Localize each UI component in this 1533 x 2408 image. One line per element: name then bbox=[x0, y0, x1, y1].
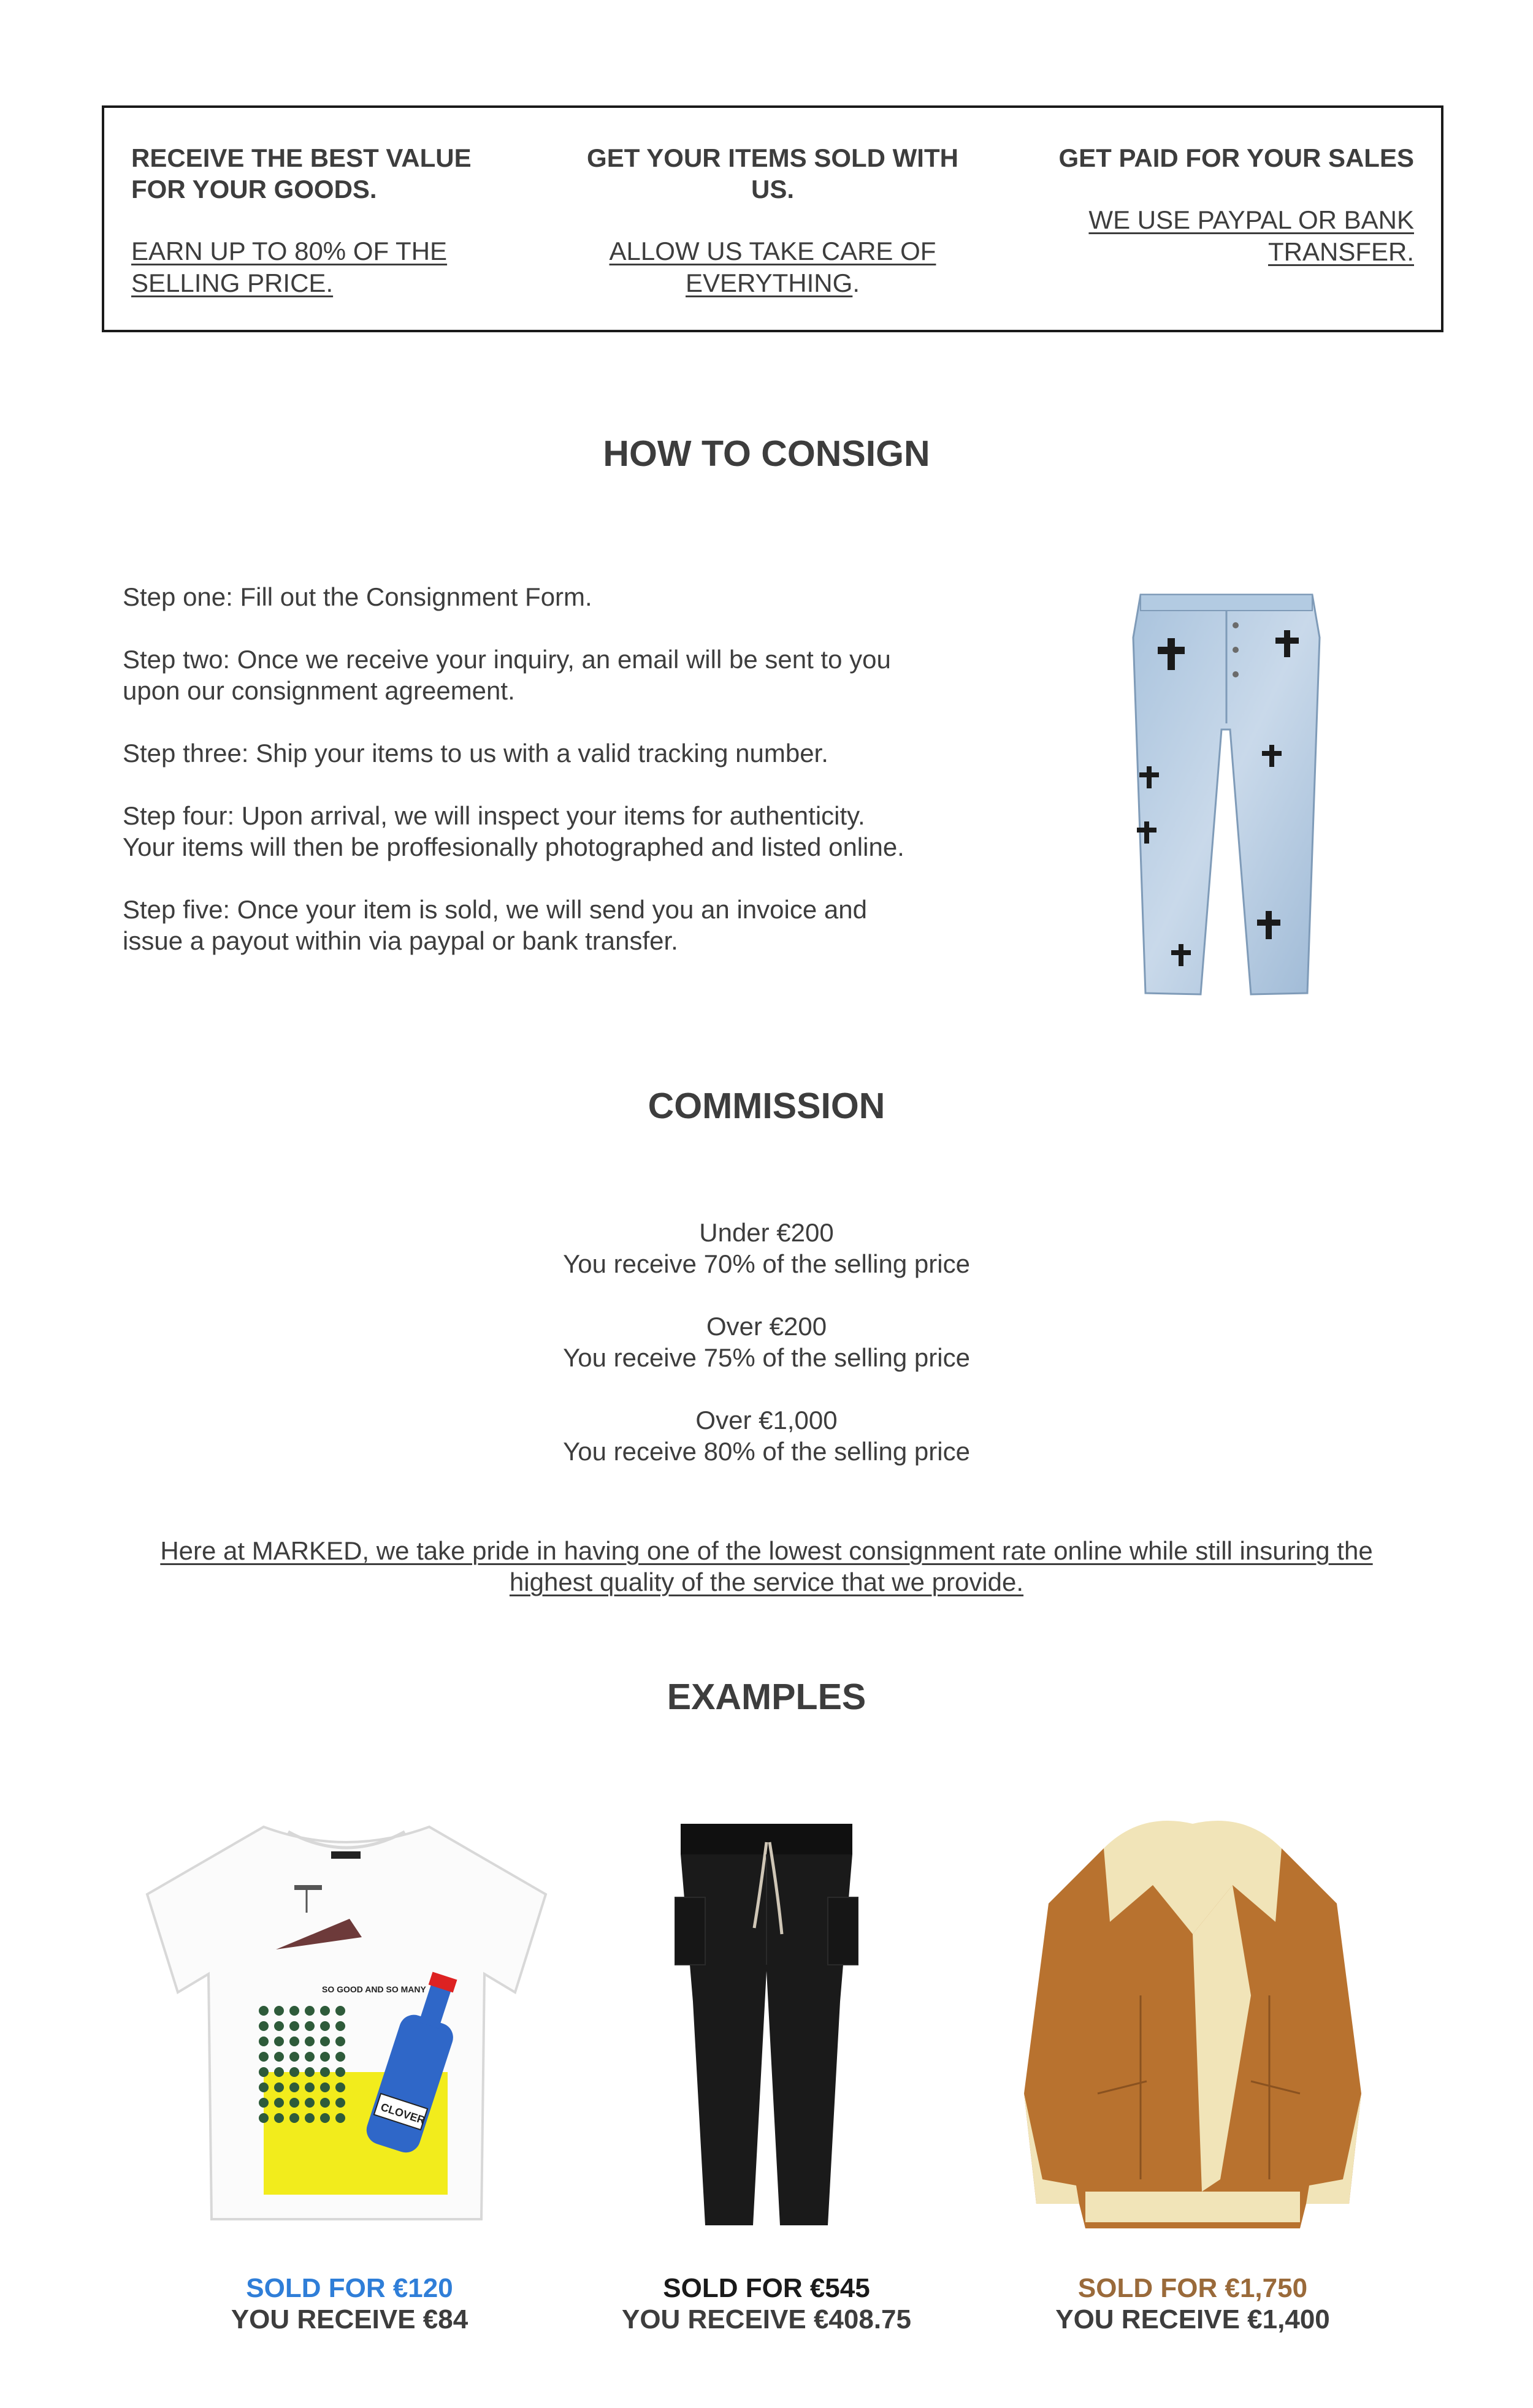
tier-rate: You receive 75% of the selling price bbox=[563, 1343, 970, 1372]
link-suffix: . bbox=[852, 269, 860, 297]
consign-steps bbox=[123, 581, 920, 988]
take-care-link[interactable]: ALLOW US TAKE CARE OF EVERYTHING bbox=[609, 237, 936, 297]
tshirt-print-text: SO GOOD AND SO MANY bbox=[322, 1984, 426, 1994]
pride-statement bbox=[123, 1535, 1410, 1598]
feature-title: GET PAID FOR YOUR SALES bbox=[1058, 143, 1414, 172]
earn-up-to-link[interactable]: EARN UP TO 80% OF THE SELLING PRICE. bbox=[131, 237, 448, 297]
tshirt-image bbox=[123, 1815, 570, 2231]
pride-link[interactable]: Here at MARKED, we take pride in having one of the lowest consignment rate online while still insuring the highest quality of the service that we provide. bbox=[160, 1536, 1373, 1596]
feature-title: GET YOUR ITEMS SOLD WITH US. bbox=[587, 143, 958, 204]
receive-amount: YOU RECEIVE €408.75 bbox=[621, 2304, 911, 2334]
tier-over-1000 bbox=[0, 1404, 1533, 1467]
cargo-pants-image bbox=[675, 1818, 858, 2235]
shearling-jacket-image bbox=[1018, 1812, 1367, 2241]
tier-rate: You receive 70% of the selling price bbox=[563, 1249, 970, 1278]
step-five: Step five: Once your item is sold, we will send you an invoice and issue a payout within via paypal or bank transfer. bbox=[123, 895, 867, 955]
step-one: Step one: Fill out the Consignment Form. bbox=[123, 582, 592, 611]
features-box bbox=[102, 105, 1443, 332]
commission-tiers bbox=[0, 1217, 1533, 1498]
feature-best-value bbox=[131, 142, 511, 299]
feature-get-paid bbox=[1034, 142, 1414, 268]
tier-threshold: Under €200 bbox=[699, 1218, 834, 1247]
sold-price: SOLD FOR €1,750 bbox=[1077, 2273, 1308, 2303]
tier-rate: You receive 80% of the selling price bbox=[563, 1437, 970, 1466]
sold-price: SOLD FOR €545 bbox=[663, 2273, 870, 2303]
example-tshirt-label bbox=[117, 2273, 583, 2335]
receive-amount: YOU RECEIVE €84 bbox=[231, 2304, 468, 2334]
receive-amount: YOU RECEIVE €1,400 bbox=[1055, 2304, 1330, 2334]
jeans-image bbox=[1128, 589, 1325, 999]
step-two: Step two: Once we receive your inquiry, an email will be sent to you upon our consignment agreement. bbox=[123, 645, 891, 705]
examples-title: EXAMPLES bbox=[667, 1677, 866, 1717]
tier-under-200 bbox=[0, 1217, 1533, 1279]
tier-threshold: Over €200 bbox=[706, 1312, 827, 1341]
payment-methods-link[interactable]: WE USE PAYPAL OR BANK TRANSFER. bbox=[1088, 205, 1414, 266]
bottle-label-text: CLOVER bbox=[379, 2100, 427, 2127]
tier-threshold: Over €1,000 bbox=[695, 1406, 838, 1435]
example-pants-label bbox=[533, 2273, 1000, 2335]
sold-price: SOLD FOR €120 bbox=[246, 2273, 453, 2303]
step-three: Step three: Ship your items to us with a valid tracking number. bbox=[123, 739, 828, 768]
tier-over-200 bbox=[0, 1311, 1533, 1373]
how-to-consign-title: HOW TO CONSIGN bbox=[603, 433, 930, 474]
feature-title: RECEIVE THE BEST VALUE FOR YOUR GOODS. bbox=[131, 143, 472, 204]
commission-title: COMMISSION bbox=[648, 1086, 885, 1126]
step-four: Step four: Upon arrival, we will inspect your items for authenticity. Your items will then be proffesionally photographed and listed online. bbox=[123, 801, 904, 861]
feature-get-sold bbox=[583, 142, 963, 299]
example-jacket-label bbox=[960, 2273, 1426, 2335]
